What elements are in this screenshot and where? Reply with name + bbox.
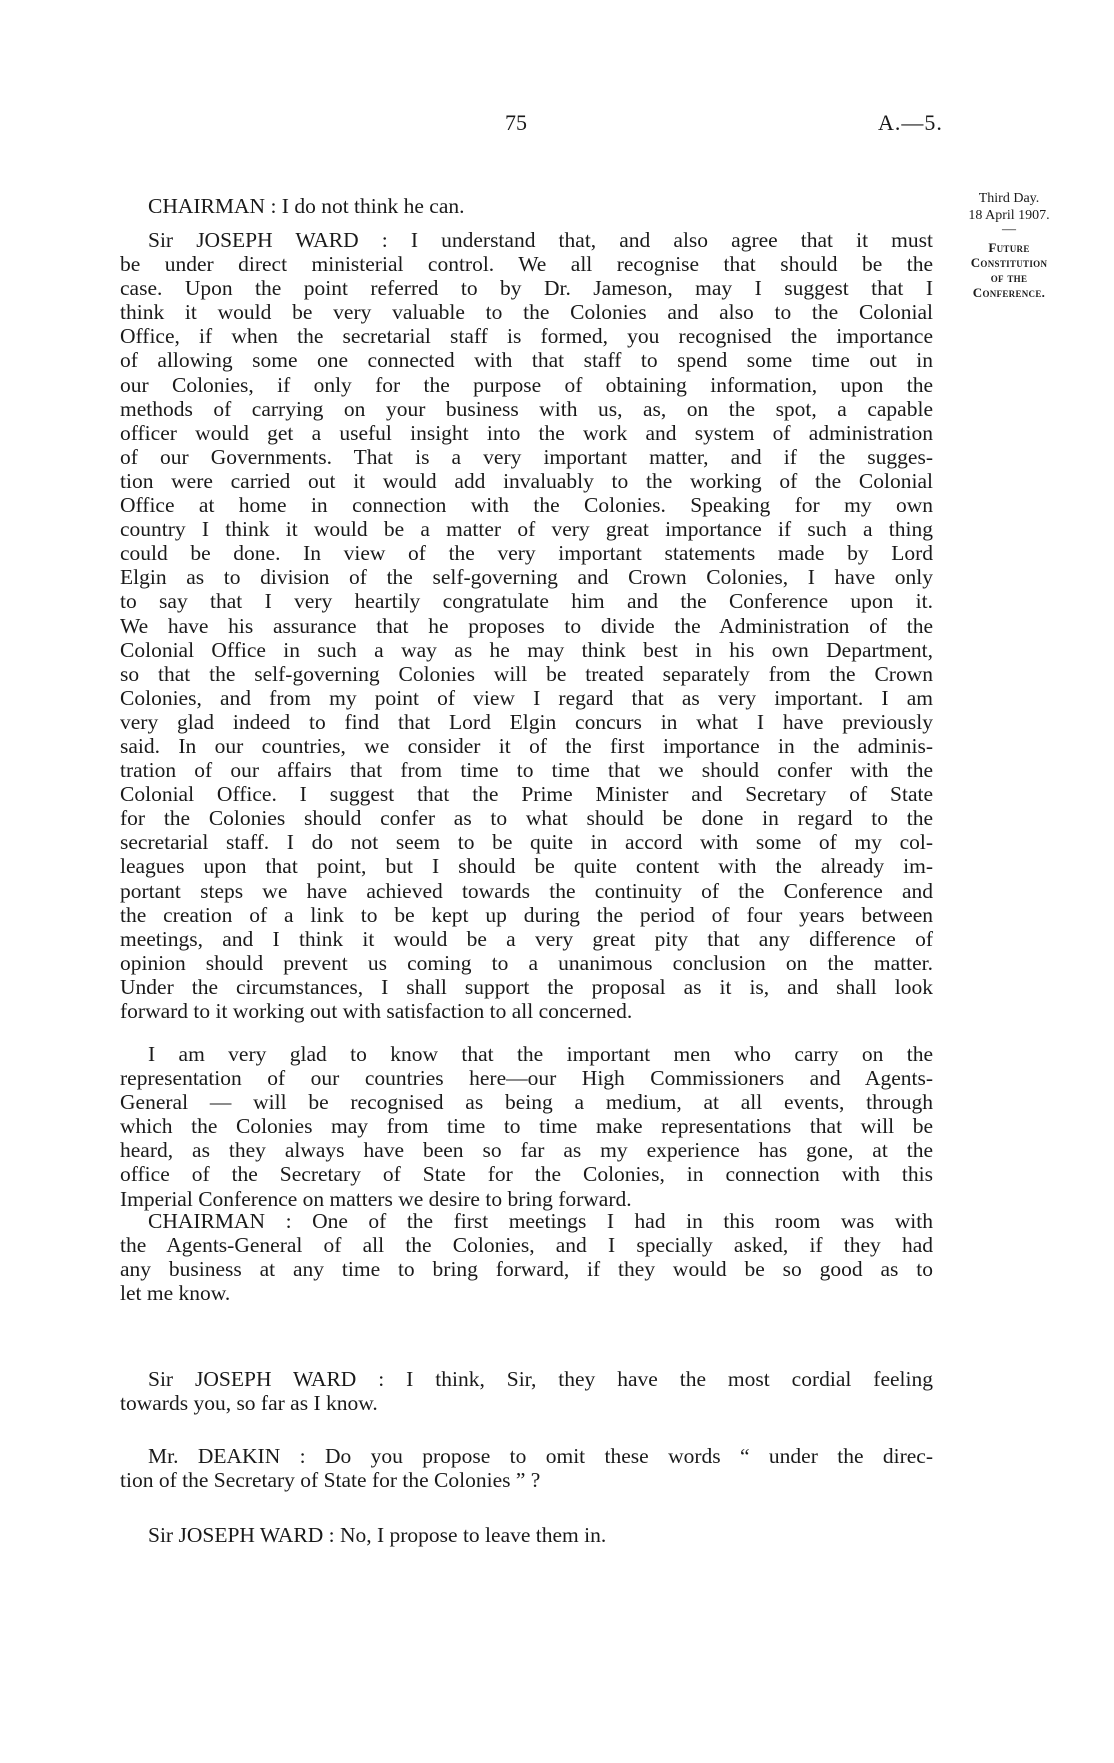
text-line: Under the circumstances, I shall support the proposal as it is, and shall look <box>120 974 933 999</box>
text-line: leagues upon that point, but I should be quite content with the already im- <box>120 854 933 879</box>
text-line: the Agents-General of all the Colonies, and I specially asked, if they had <box>120 1233 933 1258</box>
page-number: 75 <box>505 110 527 135</box>
text-line: forward to it working out with satisfaction to all concerned. <box>120 999 633 1023</box>
text-line: towards you, so far as I know. <box>120 1391 378 1416</box>
text-line: our Colonies, if only for the purpose of obtaining information, upon the <box>120 372 933 397</box>
text-line: tion of the Secretary of State for the Colonies ” ? <box>120 1468 541 1493</box>
text-line: portant steps we have achieved towards the continuity of the Conference and <box>120 878 933 903</box>
paragraph <box>120 1209 933 1305</box>
text-line: CHAIRMAN : One of the first meetings I had in this room was with <box>148 1209 933 1233</box>
text-line: methods of carrying on your business with us, as, on the spot, a capable <box>120 396 933 421</box>
text-line: opinion should prevent us coming to a unanimous conclusion on the matter. <box>120 950 933 975</box>
text-line: heard, as they always have been so far as my experience has gone, at the <box>120 1138 933 1163</box>
text-line: General — will be recognised as being a medium, at all events, through <box>120 1090 933 1115</box>
text-line: tration of our affairs that from time to time that we should confer with the <box>120 758 933 783</box>
text-line: Office, if when the secretarial staff is formed, you recognised the importance <box>120 324 933 349</box>
margin-date: 18 April 1907. <box>968 208 1050 223</box>
text-line: be under direct ministerial control. We all recognise that should be the <box>120 252 933 277</box>
text-line: representation of our countries here—our High Commissioners and Agents- <box>120 1066 933 1091</box>
text-line: tion were carried out it would add invaluably to the working of the Colonial <box>120 468 933 493</box>
paragraph <box>120 1444 933 1492</box>
text-line: any business at any time to bring forward, if they would be so good as to <box>120 1257 933 1282</box>
paragraph <box>120 228 933 1023</box>
text-line: Colonial Office. I suggest that the Prime Minister and Secretary of State <box>120 782 933 807</box>
text-line: Sir JOSEPH WARD : I understand that, and also agree that it must <box>148 228 933 252</box>
text-line: case. Upon the point referred to by Dr. Jameson, may I suggest that I <box>120 276 933 301</box>
margin-day: Third Day. <box>978 191 1040 206</box>
text-line: think it would be very valuable to the Colonies and also to the Colonial <box>120 300 933 325</box>
text-line: Colonial Office in such a way as he may think best in his own Department, <box>120 637 933 662</box>
text-line: Imperial Conference on matters we desire to bring forward. <box>120 1186 632 1211</box>
text-line: said. In our countries, we consider it of the first importance in the adminis- <box>120 733 933 758</box>
text-line: secretarial staff. I do not seem to be quite in accord with some of my col- <box>120 830 933 855</box>
paragraph <box>120 1367 933 1415</box>
text-line: of allowing some one connected with that staff to spend some time out in <box>120 348 933 373</box>
text-line: I am very glad to know that the important men who carry on the <box>148 1042 933 1066</box>
text-line: office of the Secretary of State for the Colonies, in connection with this <box>120 1162 933 1187</box>
text-line: Elgin as to division of the self-governing and Crown Colonies, I have only <box>120 565 933 590</box>
text-line: Colonies, and from my point of view I regard that as very important. I am <box>120 685 933 710</box>
text-line: very glad indeed to find that Lord Elgin concurs in what I have previously <box>120 709 933 734</box>
margin-note <box>948 190 1070 300</box>
margin-subject-line: Conference. <box>972 285 1046 300</box>
text-line: country I think it would be a matter of very great importance if such a thing <box>120 517 933 542</box>
paragraph <box>120 1523 933 1547</box>
paragraph <box>120 194 933 218</box>
text-line: Sir JOSEPH WARD : I think, Sir, they have the most cordial feeling <box>148 1367 933 1391</box>
text-line: Mr. DEAKIN : Do you propose to omit these words “ under the direc- <box>148 1444 933 1468</box>
text-line: Office at home in connection with the Colonies. Speaking for my own <box>120 493 933 518</box>
margin-subject-line: Constitution <box>970 255 1048 270</box>
text-line: Sir JOSEPH WARD : No, I propose to leave them in. <box>148 1523 607 1547</box>
text-line: the creation of a link to be kept up during the period of four years between <box>120 902 933 927</box>
text-line: of our Governments. That is a very important matter, and if the sugges- <box>120 444 933 469</box>
text-line: to say that I very heartily congratulate him and the Conference upon it. <box>120 589 933 614</box>
text-line: so that the self-governing Colonies will be treated separately from the Crown <box>120 661 933 686</box>
text-line: CHAIRMAN : I do not think he can. <box>148 194 465 218</box>
margin-subject-line: of the <box>990 270 1028 285</box>
paragraph <box>120 1042 933 1211</box>
text-line: meetings, and I think it would be a very great pity that any difference of <box>120 926 933 951</box>
margin-subject-line: Future <box>988 240 1030 255</box>
text-line: officer would get a useful insight into the work and system of administration <box>120 420 933 445</box>
text-line: for the Colonies should confer as to what should be done in regard to the <box>120 806 933 831</box>
text-line: We have his assurance that he proposes to divide the Administration of the <box>120 613 933 638</box>
series-reference: A.—5. <box>878 110 943 135</box>
text-line: which the Colonies may from time to time make representations that will be <box>120 1114 933 1139</box>
margin-divider: — <box>1002 222 1016 237</box>
text-line: could be done. In view of the very important statements made by Lord <box>120 541 933 566</box>
text-line: let me know. <box>120 1281 231 1306</box>
